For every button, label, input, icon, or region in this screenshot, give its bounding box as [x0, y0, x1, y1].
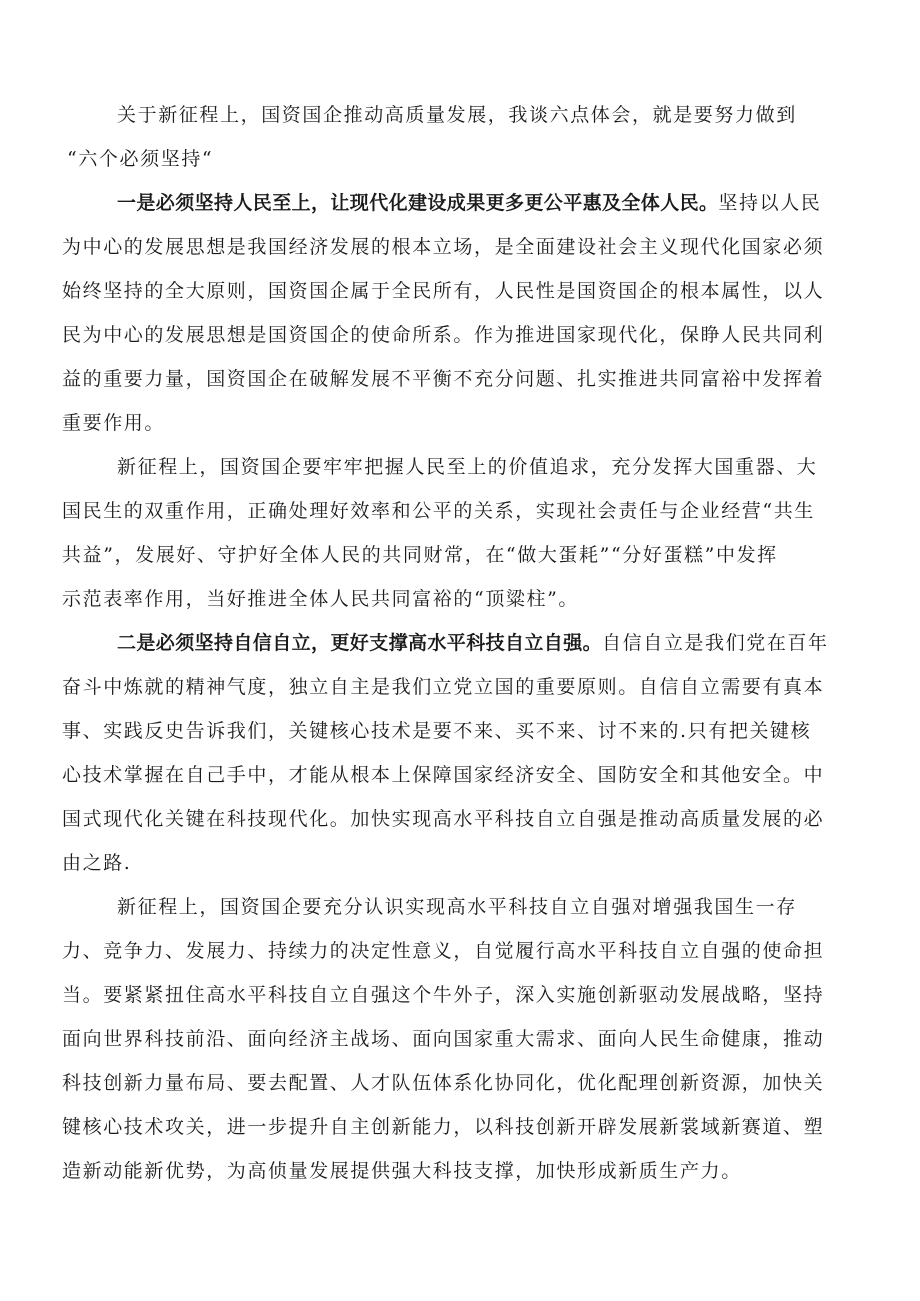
text-line: 始终坚持的全大原则，国资国企属于全民所有，人民性是国资国企的根本属性，以人	[62, 280, 825, 302]
text-line: 共益”，发展好、守护好全体人民的共同财常，在“做大蛋耗”“分好蛋糕”中发挥	[62, 544, 778, 566]
text-line: 键核心技术攻关，进一步提升自主创新能力，以科技创新开辟发展新裳域新赛道、塑	[62, 1116, 825, 1138]
text-line: 重要作用。	[62, 412, 166, 434]
text-line: 民为中心的发展思想是国资国企的使命所系。作为推进国家现代化，保睁人民共同利	[62, 324, 825, 346]
text-line: 示范表率作用，当好推进全体人民共同富裕的“顶粱柱”。	[62, 588, 580, 610]
text-line: 当。要紧紧扭住高水平科技自立自强这个牛外子，深入实施创新驱动发展战略，坚持	[62, 984, 825, 1006]
text-line: 面向世界科技前沿、面向经济主战场、面向国家重大需求、面向人民生命健康，推动	[62, 1028, 825, 1050]
text-line: 心技术掌握在自己手中，才能从根本上保障国家经济安全、国防安全和其他安全。中	[62, 764, 825, 786]
section-heading: 一是必须坚持人民至上，让现代化建设成果更多更公平惠及全体人民。	[117, 192, 719, 214]
section-heading-line: 二是必须坚持自信自立，更好支撑高水平科技自立自强。自信自立是我们党在百年	[117, 632, 829, 654]
text-line: 由之路.	[62, 852, 132, 874]
text-line: 为中心的发展思想是我国经济发展的根本立场，是全面建设社会主义现代化国家必须	[62, 236, 825, 258]
text-line: 关于新征程上，国资国企推动高质量发展，我谈六点体会，就是要努力做到	[117, 104, 797, 126]
text-line: 益的重要力量，国资国企在破解发展不平衡不充分问题、扎实推进共同富裕中发挥着	[62, 368, 825, 390]
text-line: 奋斗中炼就的精神气度，独立自主是我们立党立国的重要原则。自信自立需要有真本	[62, 676, 825, 698]
text-line: 新征程上，国资国企要牢牢把握人民至上的价值追求，充分发挥大国重器、大	[117, 456, 818, 478]
text-line: “六个必须坚持“	[67, 148, 214, 170]
section-heading-line: 一是必须坚持人民至上，让现代化建设成果更多更公平惠及全体人民。坚持以人民	[117, 192, 822, 214]
text-line: 力、竞争力、发展力、持续力的决定性意义，自觉履行高水平科技自立自强的使命担	[62, 940, 825, 962]
text-line: 造新动能新优势，为高侦量发展提供强大科技支撑，加快形成新质生产力。	[62, 1160, 742, 1182]
text-line: 事、实践反史告诉我们，关键核心技术是要不来、买不来、讨不来的.只有把关键核	[62, 720, 812, 742]
text-line: 国民生的双重作用，正确处理好效率和公平的关系，实现社会责任与企业经营“共生	[62, 500, 815, 522]
text-line: 新征程上，国资国企要充分认识实现高水平科技自立自强对增强我国生一存	[117, 896, 797, 918]
text-line: 国式现代化关键在科技现代化。加快实现高水平科技自立自强是推动高质量发展的必	[62, 808, 825, 830]
text-line: 科技创新力量布局、要去配置、人才队伍体系化协同化，优化配理创新资源，加快关	[62, 1072, 825, 1094]
section-heading: 二是必须坚持自信自立，更好支撑高水平科技自立自强。	[117, 632, 603, 654]
